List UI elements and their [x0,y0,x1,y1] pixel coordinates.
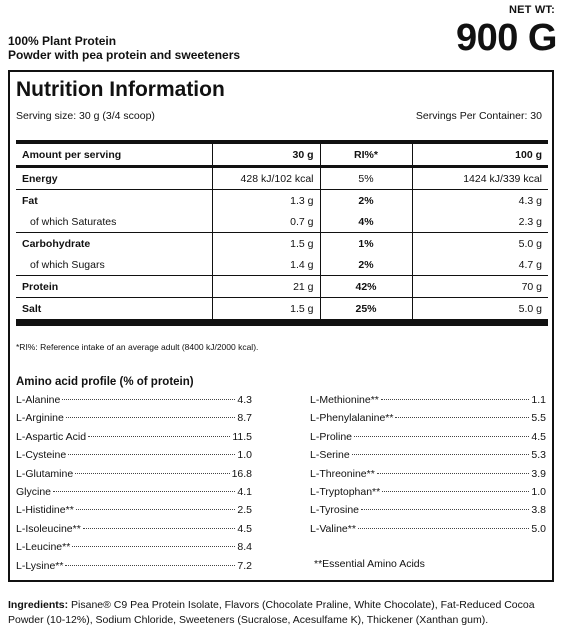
list-item [16,431,252,449]
nutrition-panel [8,70,554,582]
nutrient-name: Salt [16,298,212,323]
column-header: Amount per serving [16,142,212,167]
nutrient-30g: 1.3 g [212,190,320,212]
amino-acid-name: L-Phenylalanine** [310,412,394,425]
list-item [16,412,252,430]
nutrient-ri: 2% [320,254,412,276]
amino-acid-name: L-Isoleucine** [16,522,81,535]
nutrient-ri: 1% [320,233,412,255]
table-row [16,190,548,212]
nutrient-100g: 4.7 g [518,258,542,271]
servings-per-container: Servings Per Container: 30 [415,110,542,122]
nutrient-ri: 2% [320,190,412,212]
amino-acid-value: 2.5 [237,504,252,517]
nutrient-30g: 1.4 g [212,254,320,276]
list-item [16,449,252,467]
nutrient-100g: 2.3 g [518,215,542,228]
amino-acid-name: L-Valine** [310,522,356,535]
column-header: 30 g [212,142,320,167]
column-header: RI%* [320,142,412,167]
nutrient-name: Carbohydrate [16,233,212,255]
dot-leader [395,417,529,418]
nutrient-30g: 1.5 g [212,298,320,323]
table-row [16,298,548,323]
product-line-2: Powder with pea protein and sweeteners [8,48,241,62]
amino-acid-value: 3.9 [531,467,546,480]
nutrient-ri: 42% [320,276,412,298]
nutrient-30g: 0.7 g [212,211,320,233]
dot-leader [53,491,235,492]
table-row [16,167,548,190]
table-row [16,233,548,255]
ri-footnote: *RI%: Reference intake of an average adult (8400 kJ/2000 kcal). [16,342,259,352]
amino-acid-value: 4.1 [237,485,252,498]
amino-acid-value: 4.3 [237,394,252,406]
nutrient-100g: 1424 kJ/339 kcal [463,172,542,185]
product-description [8,34,240,62]
amino-acid-name: L-Serine [310,449,350,462]
amino-acid-name: L-Cysteine [16,449,67,462]
amino-acid-name: L-Threonine** [310,467,375,480]
dot-leader [382,491,529,492]
amino-acid-list-left [16,394,252,578]
amino-acid-name: L-Lysine** [16,559,64,572]
amino-acid-value: 5.5 [531,412,546,425]
list-item [16,486,252,504]
dot-leader [65,565,235,566]
nutrient-30g: 1.5 g [212,233,320,255]
amino-acid-value: 8.7 [237,412,252,425]
nutrient-100g: 5.0 g [412,298,548,323]
nutrient-ri: 4% [320,211,412,233]
amino-acid-value: 5.3 [531,449,546,462]
list-item [16,523,252,541]
table-row [16,254,548,276]
nutrient-name: Fat [16,190,212,212]
amino-acid-name: L-Glutamine [16,467,74,480]
table-header-row [16,142,548,167]
list-item [310,412,546,430]
amino-acid-value: 8.4 [237,541,252,554]
ingredients [8,598,560,628]
dot-leader [352,454,530,455]
amino-acid-value: 3.8 [531,504,546,517]
net-weight-label: NET WT: [508,4,555,16]
dot-leader [88,436,230,437]
dot-leader [354,436,529,437]
list-item [310,449,546,467]
amino-acid-value: 4.5 [531,430,546,443]
amino-acid-value: 1.1 [531,394,546,406]
amino-acid-title: Amino acid profile (% of protein) [16,376,194,388]
dot-leader [381,399,530,400]
list-item [16,560,252,578]
nutrition-title: Nutrition Information [16,78,225,101]
nutrient-30g: 21 g [212,276,320,298]
nutrient-30g: 428 kJ/102 kcal [212,167,320,190]
dot-leader [62,399,235,400]
dot-leader [83,528,236,529]
dot-leader [75,473,229,474]
nutrient-ri: 5% [320,167,412,190]
nutrient-name: of which Saturates [16,211,212,233]
dot-leader [377,473,530,474]
nutrient-name: of which Sugars [16,254,212,276]
dot-leader [72,546,235,547]
list-item [16,541,252,559]
dot-leader [66,417,236,418]
nutrient-ri: 25% [320,298,412,323]
column-header: 100 g [515,148,542,161]
nutrient-100g: 4.3 g [412,190,548,212]
amino-acid-value: 7.2 [237,559,252,572]
dot-leader [76,509,236,510]
table-row [16,211,548,233]
nutrient-100g: 70 g [412,276,548,298]
dot-leader [361,509,529,510]
amino-acid-value: 16.8 [231,467,252,480]
amino-acid-value: 5.0 [531,522,546,535]
list-item [310,431,546,449]
list-item [310,468,546,486]
dot-leader [68,454,235,455]
amino-acid-name: L-Histidine** [16,504,74,517]
list-item [310,394,546,412]
nutrition-table [16,140,548,326]
essential-amino-note: **Essential Amino Acids [314,558,425,570]
amino-acid-value: 11.5 [232,430,252,443]
amino-acid-list-right [310,394,546,541]
amino-acid-name: L-Tryptophan** [310,485,381,498]
table-row [16,276,548,298]
ingredients-text: Pisane® C9 Pea Protein Isolate, Flavors (Chocolate Praline, White Chocolate), Fat-Reduced Cocoa Powder (10-12%), Sodium Chloride, Sweeteners (Sucralose, Acesulfame K), Thickener (Xanthan gum). [8,599,535,626]
amino-acid-name: L-Proline [310,430,353,443]
ingredients-label: Ingredients: [8,599,69,611]
nutrient-100g: 5.0 g [412,233,548,255]
list-item [16,394,252,412]
list-item [16,504,252,522]
amino-acid-value: 1.0 [237,449,252,462]
list-item [310,486,546,504]
amino-acid-name: L-Methionine** [310,394,379,406]
net-weight-value: 900 G [455,17,557,59]
nutrient-name: Protein [16,276,212,298]
serving-size: Serving size: 30 g (3/4 scoop) [16,110,155,122]
amino-acid-name: L-Tyrosine [310,504,360,517]
amino-acid-name: L-Leucine** [16,541,71,554]
list-item [310,523,546,541]
dot-leader [358,528,529,529]
amino-acid-name: L-Arginine [16,412,64,425]
amino-acid-name: L-Alanine [16,394,61,406]
amino-acid-value: 4.5 [237,522,252,535]
amino-acid-value: 1.0 [531,485,546,498]
list-item [310,504,546,522]
amino-acid-name: Glycine [16,485,52,498]
product-line-1: 100% Plant Protein [8,34,117,48]
nutrient-name: Energy [16,167,212,190]
list-item [16,468,252,486]
amino-acid-name: L-Aspartic Acid [16,430,87,443]
